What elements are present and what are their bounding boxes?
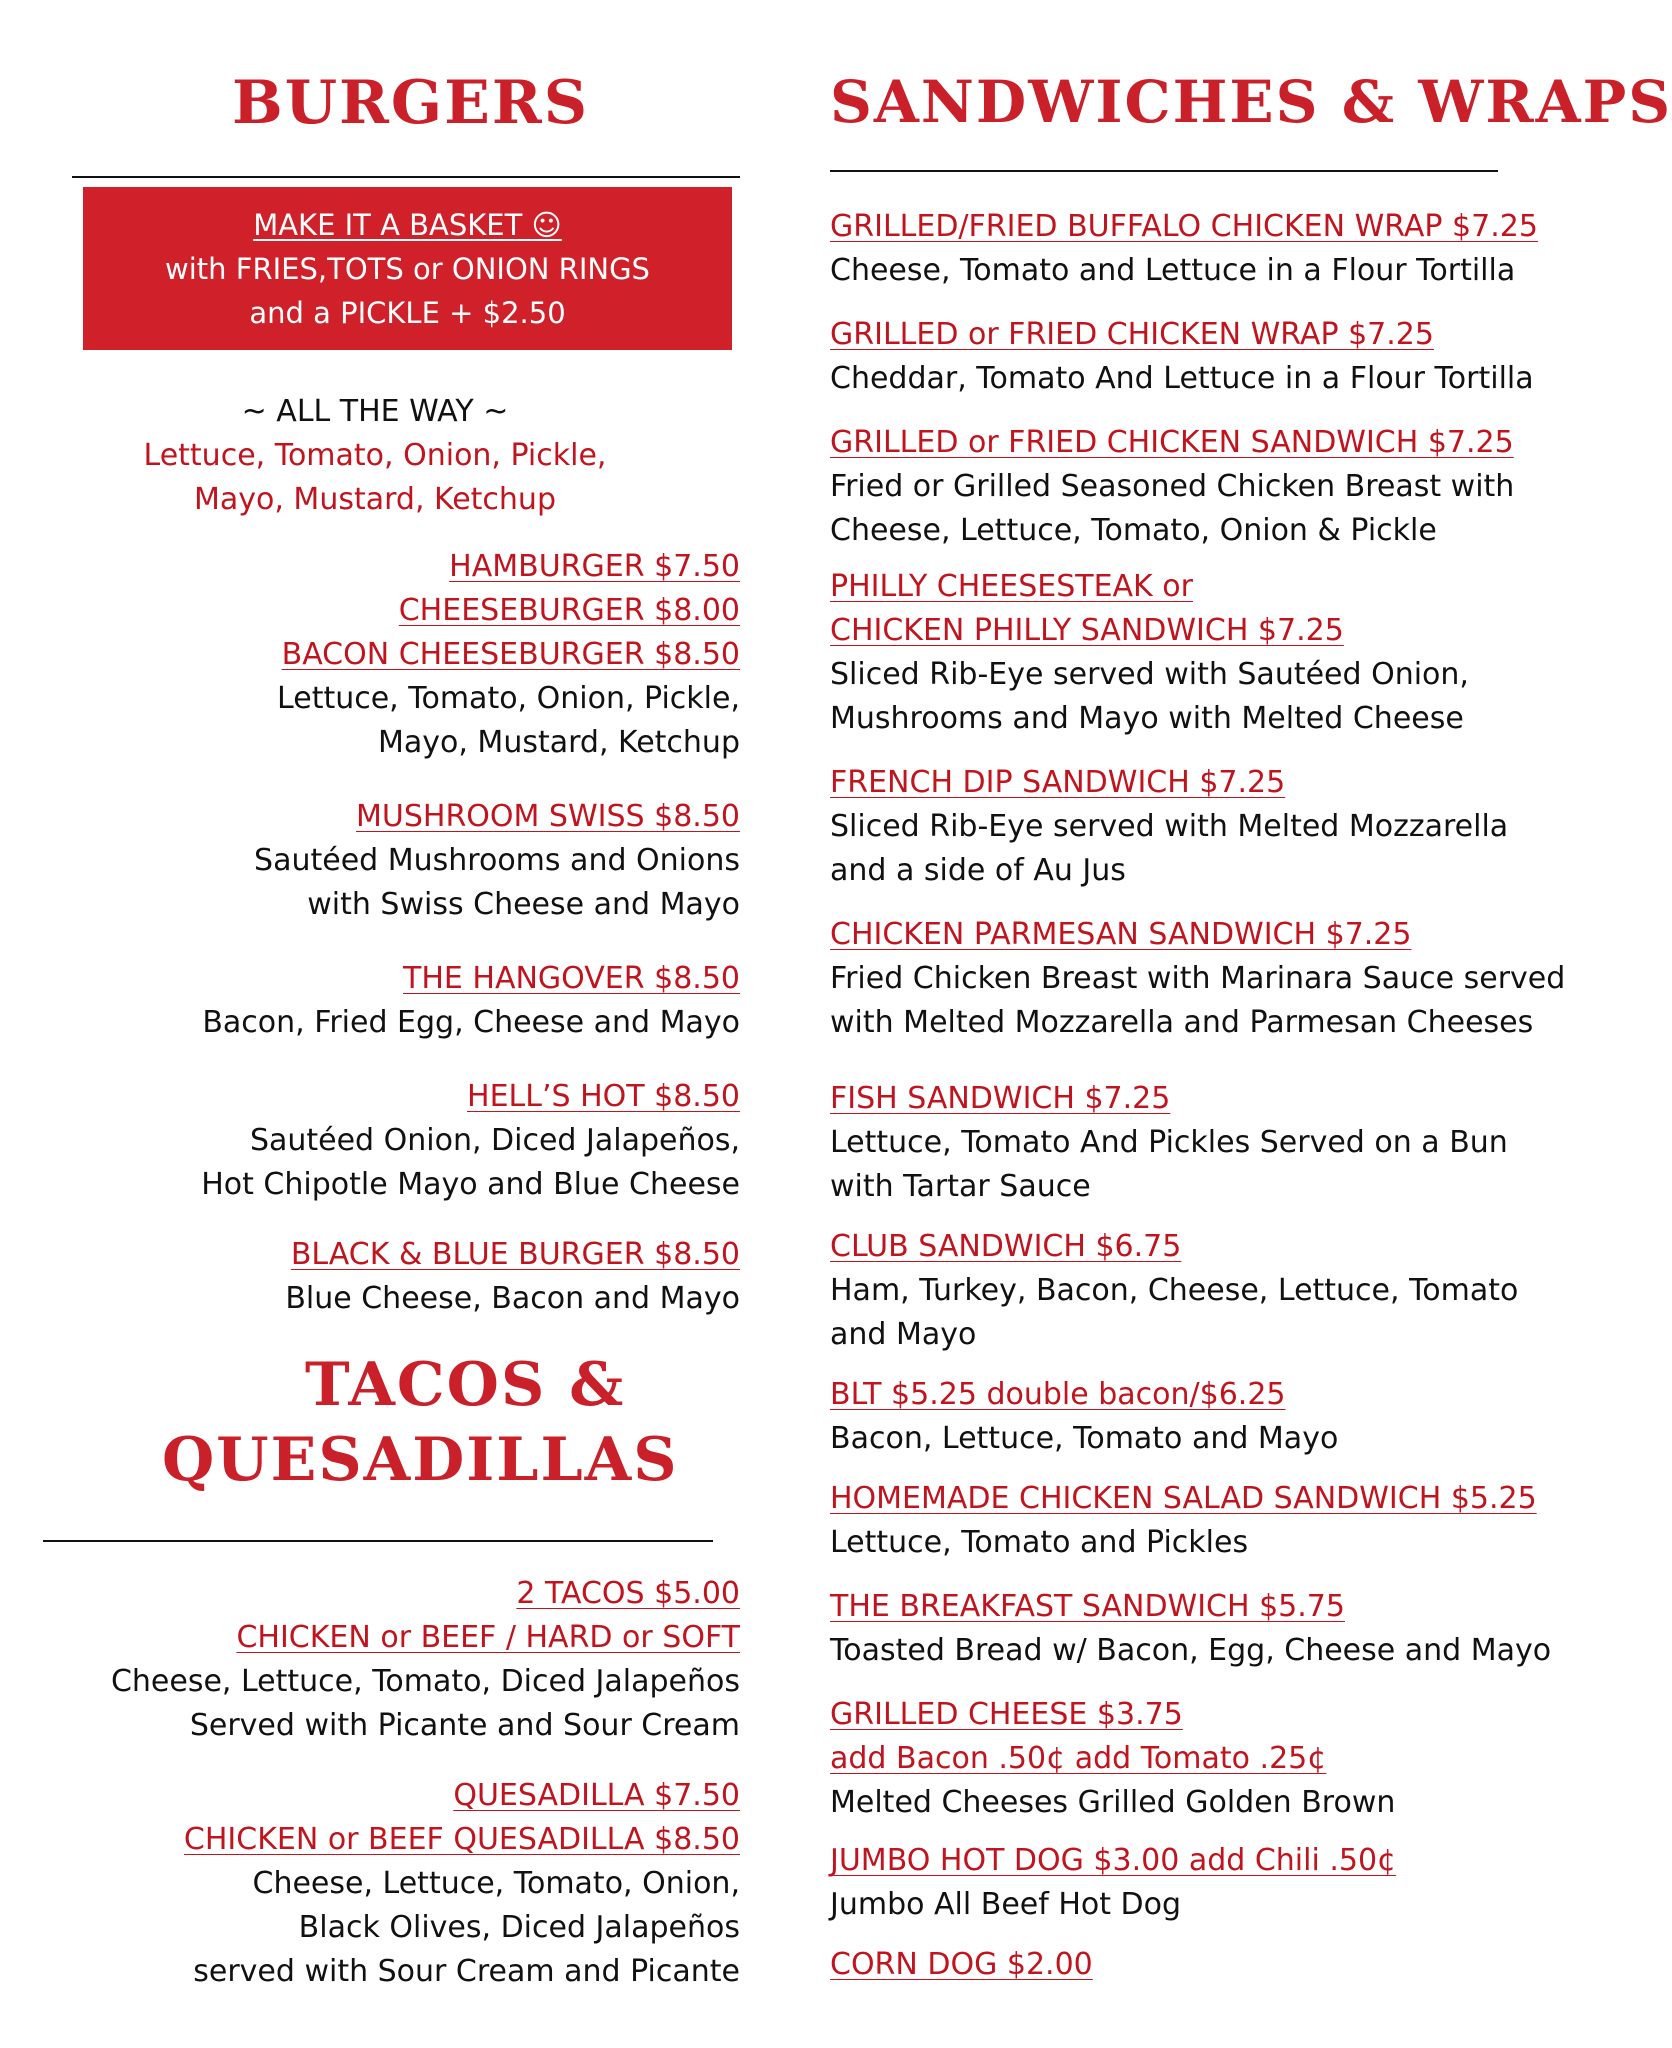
menu-item-description: Sautéed Onion, Diced Jalapeños, <box>249 1123 740 1158</box>
menu-item-description: served with Sour Cream and Picante <box>193 1954 740 1989</box>
sandwiches-title: SANDWICHES & WRAPS <box>830 68 1672 136</box>
menu-item-description: Fried or Grilled Seasoned Chicken Breast with <box>830 469 1515 504</box>
menu-item-description: Cheese, Lettuce, Tomato, Onion, <box>252 1866 740 1901</box>
all-the-way-line-2: Mayo, Mustard, Ketchup <box>193 482 556 517</box>
menu-item-name: QUESADILLA $7.50 <box>453 1778 740 1813</box>
menu-item-name: GRILLED or FRIED CHICKEN SANDWICH $7.25 <box>830 425 1514 460</box>
all-the-way-heading: ~ ALL THE WAY ~ <box>241 394 509 429</box>
menu-item <box>830 761 1570 893</box>
basket-line-2: with FRIES,TOTS or ONION RINGS <box>165 251 650 286</box>
menu-item-description: Lettuce, Tomato and Pickles <box>830 1525 1249 1560</box>
menu-item-name: MUSHROOM SWISS $8.50 <box>356 799 740 834</box>
menu-item <box>830 205 1570 293</box>
sandwiches-menu-list <box>830 205 1570 1987</box>
menu-item-name: 2 TACOS $5.00 <box>516 1576 740 1611</box>
menu-item-description: Cheese, Lettuce, Tomato, Diced Jalapeños <box>110 1664 740 1699</box>
basket-line-3: and a PICKLE + $2.50 <box>249 295 566 330</box>
menu-item-description: Sautéed Mushrooms and Onions <box>254 843 740 878</box>
menu-item <box>830 1477 1570 1565</box>
menu-item-name: FRENCH DIP SANDWICH $7.25 <box>830 765 1286 800</box>
menu-item-description: with Swiss Cheese and Mayo <box>307 887 740 922</box>
menu-item-name: BLACK & BLUE BURGER $8.50 <box>290 1237 740 1272</box>
menu-item-description: Melted Cheeses Grilled Golden Brown <box>830 1785 1396 1820</box>
basket-banner <box>83 187 732 350</box>
menu-item-description: Bacon, Fried Egg, Cheese and Mayo <box>202 1005 740 1040</box>
all-the-way-line-1: Lettuce, Tomato, Onion, Pickle, <box>143 438 607 473</box>
menu-item-description: Toasted Bread w/ Bacon, Egg, Cheese and Mayo <box>830 1633 1552 1668</box>
tacos-title-line-2: QUESADILLAS <box>162 1425 679 1495</box>
menu-item-name: BACON CHEESEBURGER $8.50 <box>281 637 740 672</box>
menu-item <box>40 545 740 765</box>
menu-item <box>40 1075 740 1207</box>
menu-item-name: CHICKEN PARMESAN SANDWICH $7.25 <box>830 917 1412 952</box>
menu-item-name: HELL’S HOT $8.50 <box>467 1079 740 1114</box>
menu-item <box>830 1585 1570 1673</box>
menu-item-name: CLUB SANDWICH $6.75 <box>830 1229 1182 1264</box>
menu-item-name: CHEESEBURGER $8.00 <box>398 593 740 628</box>
menu-item-name: THE BREAKFAST SANDWICH $5.75 <box>830 1589 1345 1624</box>
menu-item-name: GRILLED/FRIED BUFFALO CHICKEN WRAP $7.25 <box>830 209 1538 244</box>
menu-item <box>830 313 1570 401</box>
menu-item <box>830 421 1570 553</box>
menu-item-description: Sliced Rib-Eye served with Melted Mozzarella <box>830 809 1509 844</box>
menu-item-name: CHICKEN or BEEF QUESADILLA $8.50 <box>183 1822 740 1857</box>
menu-item <box>40 957 740 1045</box>
burgers-title: BURGERS <box>232 68 590 138</box>
tacos-title-line-1: TACOS & <box>305 1350 626 1420</box>
menu-item-name: PHILLY CHEESESTEAK or <box>830 569 1193 604</box>
sandwiches-rule <box>830 170 1498 172</box>
menu-item-description: with Tartar Sauce <box>830 1169 1091 1204</box>
menu-item-description: Cheese, Tomato and Lettuce in a Flour Tortilla <box>830 253 1516 288</box>
menu-item <box>40 1774 740 1994</box>
menu-item-name: CHICKEN PHILLY SANDWICH $7.25 <box>830 613 1344 648</box>
tacos-rule <box>43 1540 713 1542</box>
menu-item <box>830 1839 1570 1927</box>
menu-item-description: Jumbo All Beef Hot Dog <box>830 1887 1182 1922</box>
basket-line-1: MAKE IT A BASKET ☺ <box>253 207 562 242</box>
menu-item-description: Cheddar, Tomato And Lettuce in a Flour Tortilla <box>830 361 1534 396</box>
menu-item-description: and a side of Au Jus <box>830 853 1126 888</box>
menu-item-name: GRILLED or FRIED CHICKEN WRAP $7.25 <box>830 317 1434 352</box>
menu-item-name: HAMBURGER $7.50 <box>449 549 740 584</box>
menu-item-description: Sliced Rib-Eye served with Sautéed Onion, <box>830 657 1469 692</box>
menu-item-name: HOMEMADE CHICKEN SALAD SANDWICH $5.25 <box>830 1481 1537 1516</box>
menu-item <box>830 1943 1570 1987</box>
menu-item-description: Ham, Turkey, Bacon, Cheese, Lettuce, Tomato <box>830 1273 1519 1308</box>
menu-item-name: JUMBO HOT DOG $3.00 add Chili .50¢ <box>830 1843 1397 1878</box>
menu-item-description: Bacon, Lettuce, Tomato and Mayo <box>830 1421 1339 1456</box>
menu-item-name: BLT $5.25 double bacon/$6.25 <box>830 1377 1286 1412</box>
menu-item-description: Blue Cheese, Bacon and Mayo <box>285 1281 740 1316</box>
menu-item-description: Black Olives, Diced Jalapeños <box>298 1910 740 1945</box>
menu-item-description: Hot Chipotle Mayo and Blue Cheese <box>201 1167 740 1202</box>
menu-item <box>830 913 1570 1045</box>
menu-item-description: and Mayo <box>830 1317 977 1352</box>
menu-item <box>830 1693 1570 1825</box>
tacos-menu-list <box>40 1572 740 1994</box>
menu-item <box>40 1572 740 1748</box>
all-the-way-block <box>70 390 680 522</box>
menu-item <box>830 565 1570 741</box>
menu-item-name: add Bacon .50¢ add Tomato .25¢ <box>830 1741 1327 1776</box>
menu-item-description: Mayo, Mustard, Ketchup <box>377 725 740 760</box>
menu-item-name: FISH SANDWICH $7.25 <box>830 1081 1171 1116</box>
menu-item-name: CORN DOG $2.00 <box>830 1947 1093 1982</box>
menu-item-description: Fried Chicken Breast with Marinara Sauce served <box>830 961 1566 996</box>
burgers-rule <box>72 176 740 178</box>
menu-item <box>830 1077 1570 1209</box>
menu-item-description: Lettuce, Tomato, Onion, Pickle, <box>277 681 740 716</box>
menu-item-description: Mushrooms and Mayo with Melted Cheese <box>830 701 1464 736</box>
menu-item <box>830 1373 1570 1461</box>
burgers-menu-list <box>40 545 740 1321</box>
menu-item-description: Lettuce, Tomato And Pickles Served on a Bun <box>830 1125 1508 1160</box>
menu-item-name: THE HANGOVER $8.50 <box>403 961 740 996</box>
menu-item-description: with Melted Mozzarella and Parmesan Cheeses <box>830 1005 1534 1040</box>
menu-item <box>830 1225 1570 1357</box>
menu-item-description: Cheese, Lettuce, Tomato, Onion & Pickle <box>830 513 1437 548</box>
menu-item-name: CHICKEN or BEEF / HARD or SOFT <box>236 1620 740 1655</box>
menu-item <box>40 795 740 927</box>
menu-item-description: Served with Picante and Sour Cream <box>189 1708 740 1743</box>
menu-item <box>40 1233 740 1321</box>
menu-item-name: GRILLED CHEESE $3.75 <box>830 1697 1183 1732</box>
